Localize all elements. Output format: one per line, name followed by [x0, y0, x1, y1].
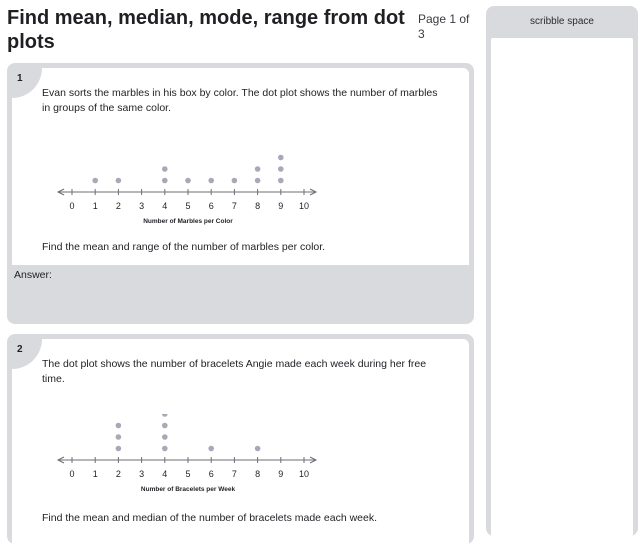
- page-title: Find mean, median, mode, range from dot plots: [7, 7, 405, 53]
- question-prompt: Find the mean and range of the number of marbles per color.: [42, 241, 326, 253]
- dot-plot-1: [12, 146, 469, 236]
- tick-label: 10: [298, 201, 310, 211]
- dot-plot-2: [12, 414, 469, 504]
- question-card-1: [7, 63, 474, 324]
- scribble-label: scribble space: [530, 16, 594, 27]
- question-number: 1: [17, 73, 23, 84]
- question-number-badge: [12, 68, 42, 98]
- data-dot: [208, 178, 214, 184]
- data-dot: [116, 423, 122, 429]
- question-text: Evan sorts the marbles in his box by color. The dot plot shows the number of marbles in groups of the same color.: [42, 87, 438, 114]
- data-dot: [185, 178, 191, 184]
- data-dot: [92, 178, 98, 184]
- question-prompt: Find the mean and median of the number of bracelets made each week.: [42, 512, 378, 524]
- x-axis-label: Number of Marbles per Color: [143, 218, 233, 225]
- data-dot: [116, 178, 122, 184]
- tick-label: 4: [162, 201, 168, 211]
- tick-label: 1: [92, 201, 98, 211]
- data-dot: [162, 414, 168, 417]
- question-number-badge: [12, 339, 42, 369]
- question-body-2: [12, 339, 469, 544]
- tick-label: 5: [185, 201, 191, 211]
- data-dot: [116, 446, 122, 452]
- answer-label: Answer:: [14, 269, 52, 281]
- tick-label: 4: [162, 469, 168, 479]
- tick-label: 9: [278, 469, 284, 479]
- data-dot: [162, 446, 168, 452]
- data-dot: [255, 446, 261, 452]
- tick-label: 3: [139, 201, 145, 211]
- tick-label: 8: [255, 201, 261, 211]
- tick-label: 1: [92, 469, 98, 479]
- data-dot: [162, 166, 168, 172]
- question-number: 2: [17, 344, 23, 355]
- tick-label: 6: [208, 469, 214, 479]
- tick-label: 0: [69, 469, 75, 479]
- data-dot: [232, 178, 238, 184]
- tick-label: 0: [69, 201, 75, 211]
- tick-label: 7: [231, 201, 237, 211]
- question-body-1: [12, 68, 469, 265]
- data-dot: [255, 178, 261, 184]
- data-dot: [208, 446, 214, 452]
- tick-label: 5: [185, 469, 191, 479]
- tick-label: 2: [115, 201, 121, 211]
- page-indicator: Page 1 of 3: [418, 12, 470, 41]
- x-axis-label: Number of Bracelets per Week: [140, 486, 236, 493]
- data-dot: [278, 155, 284, 161]
- data-dot: [162, 423, 168, 429]
- data-dot: [278, 166, 284, 172]
- data-dot: [162, 434, 168, 440]
- tick-label: 8: [255, 469, 261, 479]
- tick-label: 9: [278, 201, 284, 211]
- data-dot: [162, 178, 168, 184]
- question-text: The dot plot shows the number of bracelets Angie made each week during her free time.: [42, 358, 427, 385]
- tick-label: 10: [298, 469, 310, 479]
- data-dot: [116, 434, 122, 440]
- tick-label: 6: [208, 201, 214, 211]
- data-dot: [278, 178, 284, 184]
- question-card-2: [7, 334, 474, 544]
- scribble-panel: [486, 6, 638, 536]
- tick-label: 2: [115, 469, 121, 479]
- tick-label: 3: [139, 469, 145, 479]
- tick-label: 7: [231, 469, 237, 479]
- scribble-area[interactable]: [491, 38, 633, 536]
- data-dot: [255, 166, 261, 172]
